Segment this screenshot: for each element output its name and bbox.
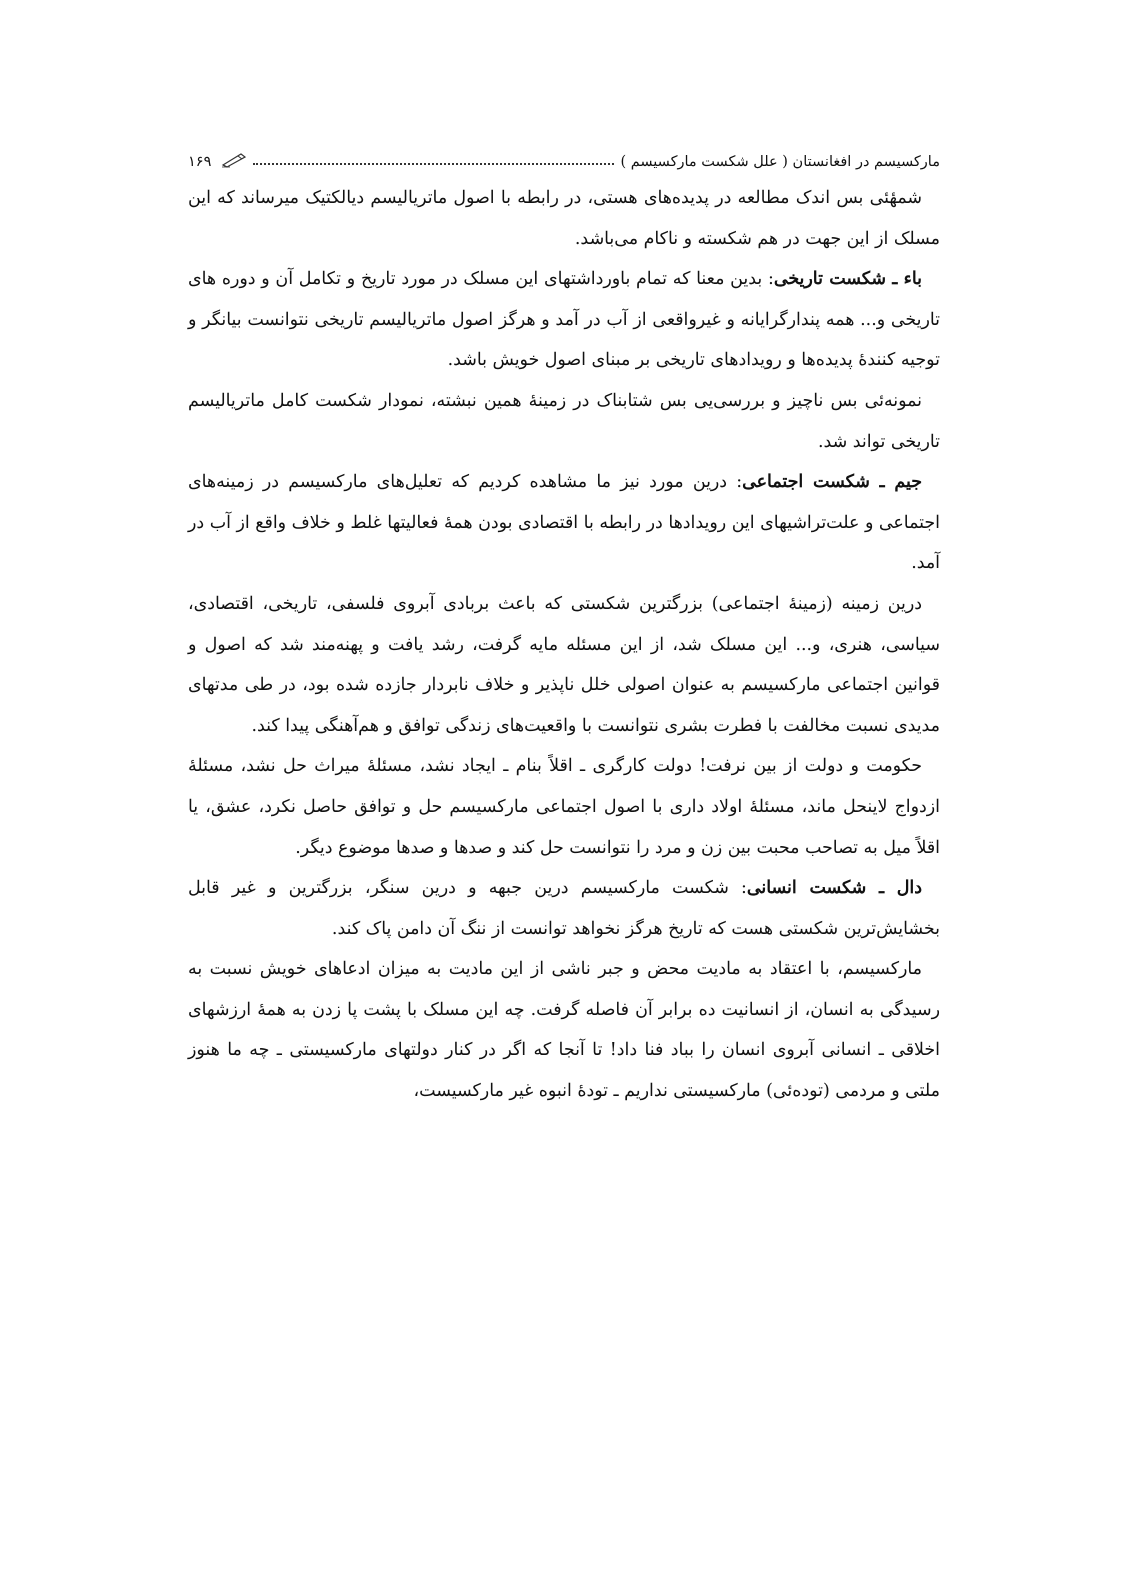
paragraph-text: : درین مورد نیز ما مشاهده کردیم که تعلیل‌های مارکسیسم در زمینه‌های اجتماعی و علت‌تراشیهای این رویدادها در رابطه با اقتصادی بودن همهٔ فعالیتها غلط و خلاف واقع از آب در آمد. [188,472,940,574]
running-header-title: مارکسیسم در افغانستان ( علل شکست مارکسیسم ) [620,154,940,170]
paragraph-text: : بدین معنا که تمام باورداشتهای این مسلک در مورد تاریخ و تکامل آن و دوره های تاریخی و... همه پندارگرایانه و غیرواقعی از آب در آمد و هرگز اصول ماتریالیسم تاریخی نتوانست بیانگر و توجیه کنندهٔ پدیده‌ها و رویدادهای تاریخی بر مبنای اصول خویش باشد. [188,269,940,371]
pen-icon [221,152,247,168]
paragraph-text: مارکسیسم، با اعتقاد به مادیت محض و جبر ناشی از این مادیت به میزان ادعاهای خویش نسبت به رسیدگی به انسان، از انسانیت ده برابر آن فاصله گرفت. چه این مسلک با پشت پا زدن به همهٔ ارزشهای اخلاقی ـ انسانی آبروی انسان را بباد فنا داد! تا آنجا که اگر در کنار دولتهای مارکسیستی ـ چه ما هنوز ملتی و مردمی (توده‌ئی) مارکسیستی نداریم ـ تودهٔ انبوه غیر مارکسیست، [188,959,940,1102]
paragraph [188,584,940,746]
paragraph-text: : شکست مارکسیسم درین جبهه و درین سنگر، بزرگترین و غیر قابل بخشایش‌ترین شکستی هست که تاریخ هرگز نخواهد توانست از ننگ آن دامن پاک کند. [188,878,940,939]
paragraph-text: درین زمینه (زمینهٔ اجتماعی) بزرگترین شکستی که باعث بربادی آبروی فلسفی، تاریخی، اقتصادی، سیاسی، هنری، و... این مسلک شد، از این مسئله مایه گرفت، رشد یافت و پهنه‌مند شد که اصول و قوانین اجتماعی مارکسیسم به عنوان اصولی خلل ناپذیر و خلاف نابردار جازده شده بود، در طی مدتهای مدیدی نسبت مخالفت با فطرت بشری نتوانست با واقعیت‌های زندگی توافق و هم‌آهنگی پیدا کند. [188,593,940,736]
paragraph [188,462,940,584]
running-header [188,140,940,170]
section-heading: دال ـ شکست انسانی [746,878,922,899]
paragraph [188,178,940,259]
paragraph-text: نمونه‌ئی بس ناچیز و بررسی‌یی بس شتابناک در زمینهٔ همین نبشته، نمودار شکست کامل ماتریالیسم تاریخی تواند شد. [188,390,940,452]
page-number: ۱۶۹ [188,154,212,170]
paragraph-text: شمهٔئی بس اندک مطالعه در پدیده‌های هستی، در رابطه با اصول ماتریالیسم دیالکتیک میرساند که این مسلک از این جهت در هم شکسته و ناکام می‌باشد. [188,188,940,249]
section-heading: باء ـ شکست تاریخی [773,269,922,290]
paragraph-text: حکومت و دولت از بین نرفت! دولت کارگری ـ اقلاً بنام ـ ایجاد نشد، مسئلهٔ میراث حل نشد، مسئلهٔ ازدواج لاینحل ماند، مسئلهٔ اولاد داری با اصول اجتماعی مارکسیسم حل و توافق حاصل نکرد، عشق، یا اقلاً میل به تصاحب محبت بین زن و مرد را نتوانست حل کند و صدها و صدها موضوع دیگر. [188,756,940,858]
paragraph [188,746,940,868]
paragraph [188,868,940,949]
header-dotted-leader [253,162,614,165]
book-page [188,140,940,1112]
paragraph [188,381,940,462]
paragraph [188,259,940,381]
page-body [188,178,940,1112]
paragraph [188,949,940,1111]
section-heading: جیم ـ شکست اجتماعی [742,472,922,493]
